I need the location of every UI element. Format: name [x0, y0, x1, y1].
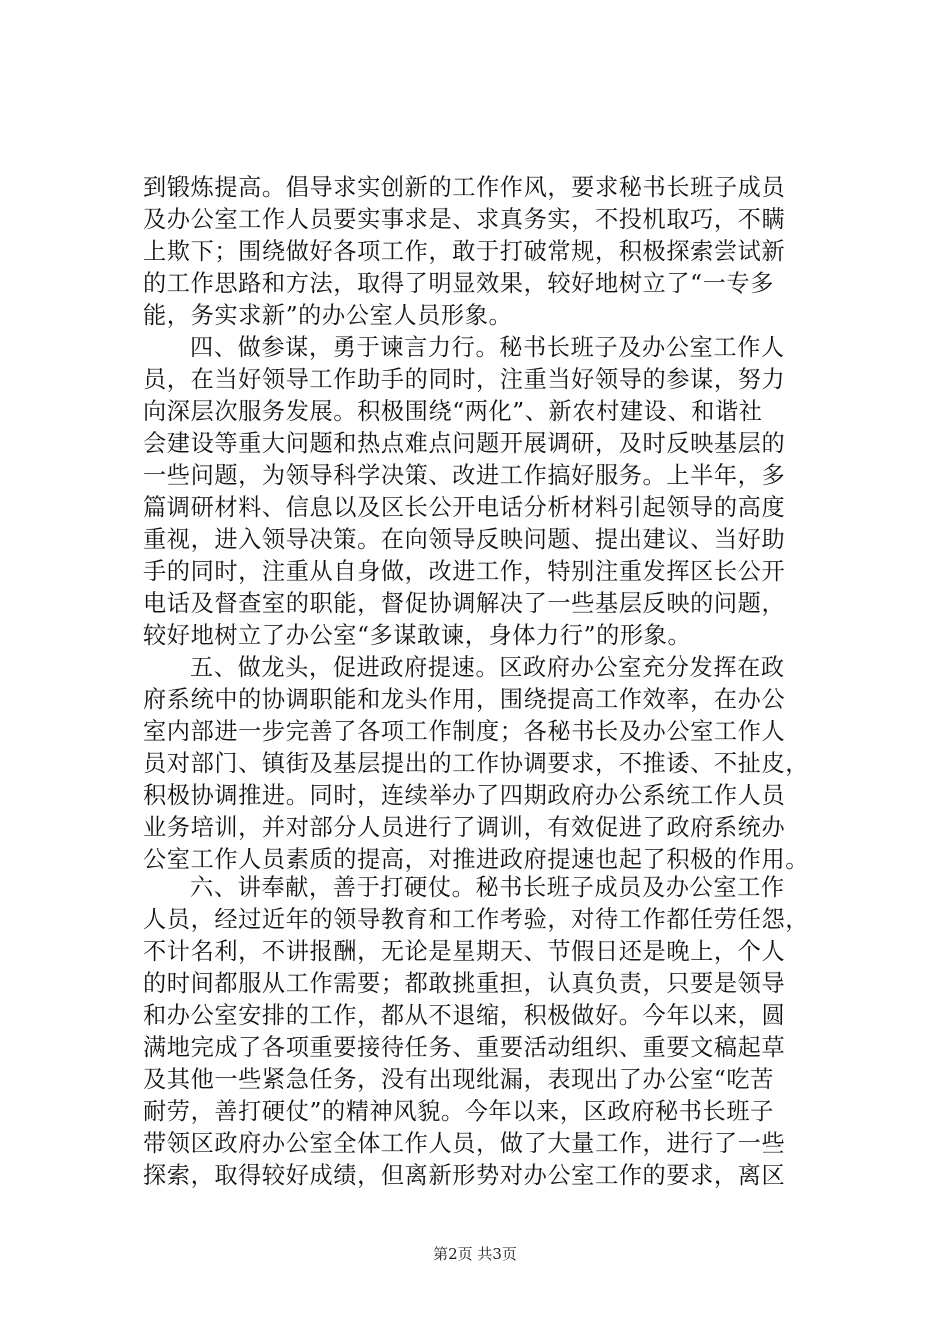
text-line: 积极协调推进。同时，连续举办了四期政府办公系统工作人员: [143, 782, 786, 809]
text-line: 公室工作人员素质的提高，对推进政府提速也起了积极的作用。: [143, 846, 810, 873]
text-line: 耐劳，善打硬仗”的精神风貌。今年以来，区政府秘书长班子: [143, 1098, 774, 1125]
text-line: 业务培训，并对部分人员进行了调训，有效促进了政府系统办: [143, 814, 786, 841]
text-line: 探索，取得较好成绩，但离新形势对办公室工作的要求，离区: [143, 1162, 786, 1189]
text-line: 一些问题，为领导科学决策、改进工作搞好服务。上半年，多: [143, 462, 786, 489]
paragraph-start-line: 五、做龙头，促进政府提速。区政府办公室充分发挥在政: [190, 654, 785, 681]
body-text-section-1: [143, 172, 853, 876]
text-line: 和办公室安排的工作，都从不退缩，积极做好。今年以来，圆: [143, 1002, 786, 1029]
text-line: 电话及督查室的职能，督促协调解决了一些基层反映的问题，: [143, 590, 786, 617]
text-line: 满地完成了各项重要接待任务、重要活动组织、重要文稿起草: [143, 1034, 786, 1061]
paragraph-start-line: 四、做参谋，勇于谏言力行。秘书长班子及办公室工作人: [190, 334, 785, 361]
text-line: 篇调研材料、信息以及区长公开电话分析材料引起领导的高度: [143, 494, 786, 521]
body-text-section-2: [143, 872, 853, 1192]
text-line: 不计名利，不讲报酬，无论是星期天、节假日还是晚上，个人: [143, 938, 786, 965]
text-line: 到锻炼提高。倡导求实创新的工作作风，要求秘书长班子成员: [143, 174, 786, 201]
text-line: 员对部门、镇街及基层提出的工作协调要求，不推诿、不扯皮，: [143, 750, 810, 777]
text-line: 上欺下；围绕做好各项工作，敢于打破常规，积极探索尝试新: [143, 238, 786, 265]
page-number-footer: 第2页 共3页: [433, 1245, 517, 1263]
text-line: 府系统中的协调职能和龙头作用，围绕提高工作效率，在办公: [143, 686, 786, 713]
text-line: 向深层次服务发展。积极围绕“两化”、新农村建设、和谐社: [143, 398, 763, 425]
text-line: 的工作思路和方法，取得了明显效果，较好地树立了“一专多: [143, 270, 774, 297]
text-line: 员，在当好领导工作助手的同时，注重当好领导的参谋，努力: [143, 366, 786, 393]
text-line: 较好地树立了办公室“多谋敢谏，身体力行”的形象。: [143, 622, 692, 649]
text-line: 室内部进一步完善了各项工作制度；各秘书长及办公室工作人: [143, 718, 786, 745]
text-line: 及其他一些紧急任务，没有出现纰漏，表现出了办公室“吃苦: [143, 1066, 774, 1093]
text-line: 重视，进入领导决策。在向领导反映问题、提出建议、当好助: [143, 526, 786, 553]
paragraph-start-line: 六、讲奉献，善于打硬仗。秘书长班子成员及办公室工作: [190, 874, 785, 901]
text-line: 会建设等重大问题和热点难点问题开展调研，及时反映基层的: [143, 430, 786, 457]
text-line: 人员，经过近年的领导教育和工作考验，对待工作都任劳任怨，: [143, 906, 810, 933]
text-line: 手的同时，注重从自身做，改进工作，特别注重发挥区长公开: [143, 558, 786, 585]
text-line: 的时间都服从工作需要；都敢挑重担，认真负责，只要是领导: [143, 970, 786, 997]
text-line: 能，务实求新”的办公室人员形象。: [143, 302, 513, 329]
text-line: 及办公室工作人员要实事求是、求真务实，不投机取巧，不瞒: [143, 206, 786, 233]
text-line: 带领区政府办公室全体工作人员，做了大量工作，进行了一些: [143, 1130, 786, 1157]
